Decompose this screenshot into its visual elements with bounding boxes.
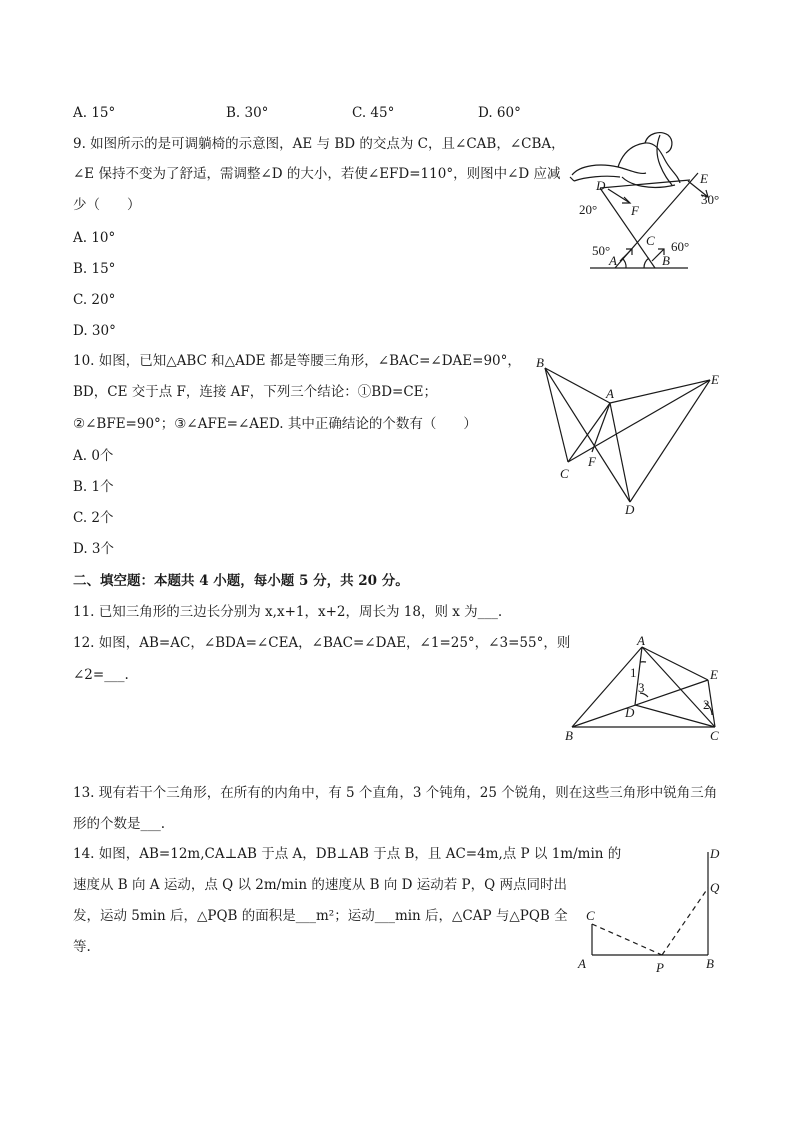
q14-points-figure [570, 840, 730, 980]
q9-option-c: C. 20° [73, 292, 116, 308]
q10-option-b: B. 1个 [73, 479, 114, 495]
q14-text-line4: 等. [73, 939, 91, 955]
q9-option-a: A. 10° [73, 230, 116, 246]
q14-label-c: C [586, 908, 595, 923]
q10-label-b: B [536, 355, 544, 370]
section-heading-fill-in: 二、填空题：本题共 4 小题，每小题 5 分，共 20 分。 [73, 573, 409, 589]
q9-text-line2: ∠E 保持不变为了舒适，需调整∠D 的大小，若使∠EFD=110°，则图中∠D 应减 [73, 166, 561, 182]
q10-label-f: F [588, 454, 596, 469]
q9-label-e: E [700, 171, 708, 186]
q12-text-line1: 12. 如图，AB=AC，∠BDA=∠CEA，∠BAC=∠DAE，∠1=25°，∠3=55°，则 [73, 635, 571, 651]
q10-triangles-figure [530, 350, 730, 520]
q10-text-line1: 10. 如图，已知△ABC 和△ADE 都是等腰三角形，∠BAC=∠DAE=90°， [73, 353, 521, 369]
q13-text-line2: 形的个数是___. [73, 816, 166, 832]
q13-text-line1: 13. 现有若干个三角形，在所有的内角中，有 5 个直角，3 个钝角，25 个锐角，则在这些三角形中锐角三角 [73, 785, 718, 801]
q10-label-e: E [711, 372, 719, 387]
q10-label-c: C [560, 466, 569, 481]
q8-option-a: A. 15° [73, 105, 116, 121]
q14-label-p: P [656, 960, 664, 975]
q9-text-line3: 少（ ） [73, 197, 141, 213]
q9-label-b: B [662, 253, 670, 268]
q8-option-c: C. 45° [352, 105, 395, 121]
q9-label-c: C [646, 233, 655, 248]
q14-text-line1: 14. 如图，AB=12m,CA⊥AB 于点 A，DB⊥AB 于点 B，且 AC=4m,点 P 以 1m/min 的 [73, 846, 622, 862]
q12-text-line2: ∠2=___. [73, 667, 129, 683]
q10-label-d: D [625, 502, 635, 517]
q10-text-line2: BD，CE 交于点 F，连接 AF，下列三个结论：①BD=CE； [73, 384, 438, 400]
q8-option-d: D. 60° [478, 105, 521, 121]
q12-label-b: B [565, 728, 573, 743]
q12-triangles-figure [560, 635, 730, 745]
q10-text-line3: ②∠BFE=90°；③∠AFE=∠AED. 其中正确结论的个数有（ ） [73, 416, 477, 432]
q9-angle-b: 60° [671, 239, 690, 254]
q12-label-e: E [710, 667, 718, 682]
q14-text-line3: 发，运动 5min 后，△PQB 的面积是___m²；运动___min 后，△CAP 与△PQB 全 [73, 908, 568, 924]
q9-label-d: D [596, 178, 606, 193]
q9-label-f: F [631, 203, 639, 218]
q14-label-a: A [578, 956, 586, 971]
reclining-person-icon [570, 133, 680, 188]
q9-label-a: A [609, 253, 617, 268]
q9-option-d: D. 30° [73, 323, 116, 339]
q9-option-b: B. 15° [73, 261, 116, 277]
q14-text-line2: 速度从 B 向 A 运动，点 Q 以 2m/min 的速度从 B 向 D 运动若 P，Q 两点同时出 [73, 877, 567, 893]
q12-angle-2: 2 [703, 697, 710, 712]
q10-label-a: A [606, 386, 614, 401]
q9-angle-a: 50° [592, 243, 611, 258]
q8-option-b: B. 30° [226, 105, 269, 121]
q10-option-a: A. 0个 [73, 448, 114, 464]
q12-label-a: A [637, 633, 645, 648]
q12-label-d: D [625, 705, 635, 720]
q9-angle-e: 30° [701, 192, 720, 207]
q10-option-d: D. 3个 [73, 541, 115, 557]
q9-angle-d: 20° [579, 202, 598, 217]
q14-label-b: B [706, 956, 714, 971]
q12-angle-3: 3 [638, 680, 645, 695]
q10-option-c: C. 2个 [73, 510, 114, 526]
q14-label-d: D [710, 846, 720, 861]
q12-angle-1: 1 [630, 665, 637, 680]
q11-text: 11. 已知三角形的三边长分别为 x,x+1，x+2，周长为 18，则 x 为___. [73, 604, 503, 620]
q9-recliner-figure [560, 125, 740, 275]
q12-label-c: C [710, 728, 719, 743]
q9-text-line1: 9. 如图所示的是可调躺椅的示意图，AE 与 BD 的交点为 C，且∠CAB，∠CBA， [73, 136, 565, 152]
q14-label-q: Q [710, 880, 720, 895]
